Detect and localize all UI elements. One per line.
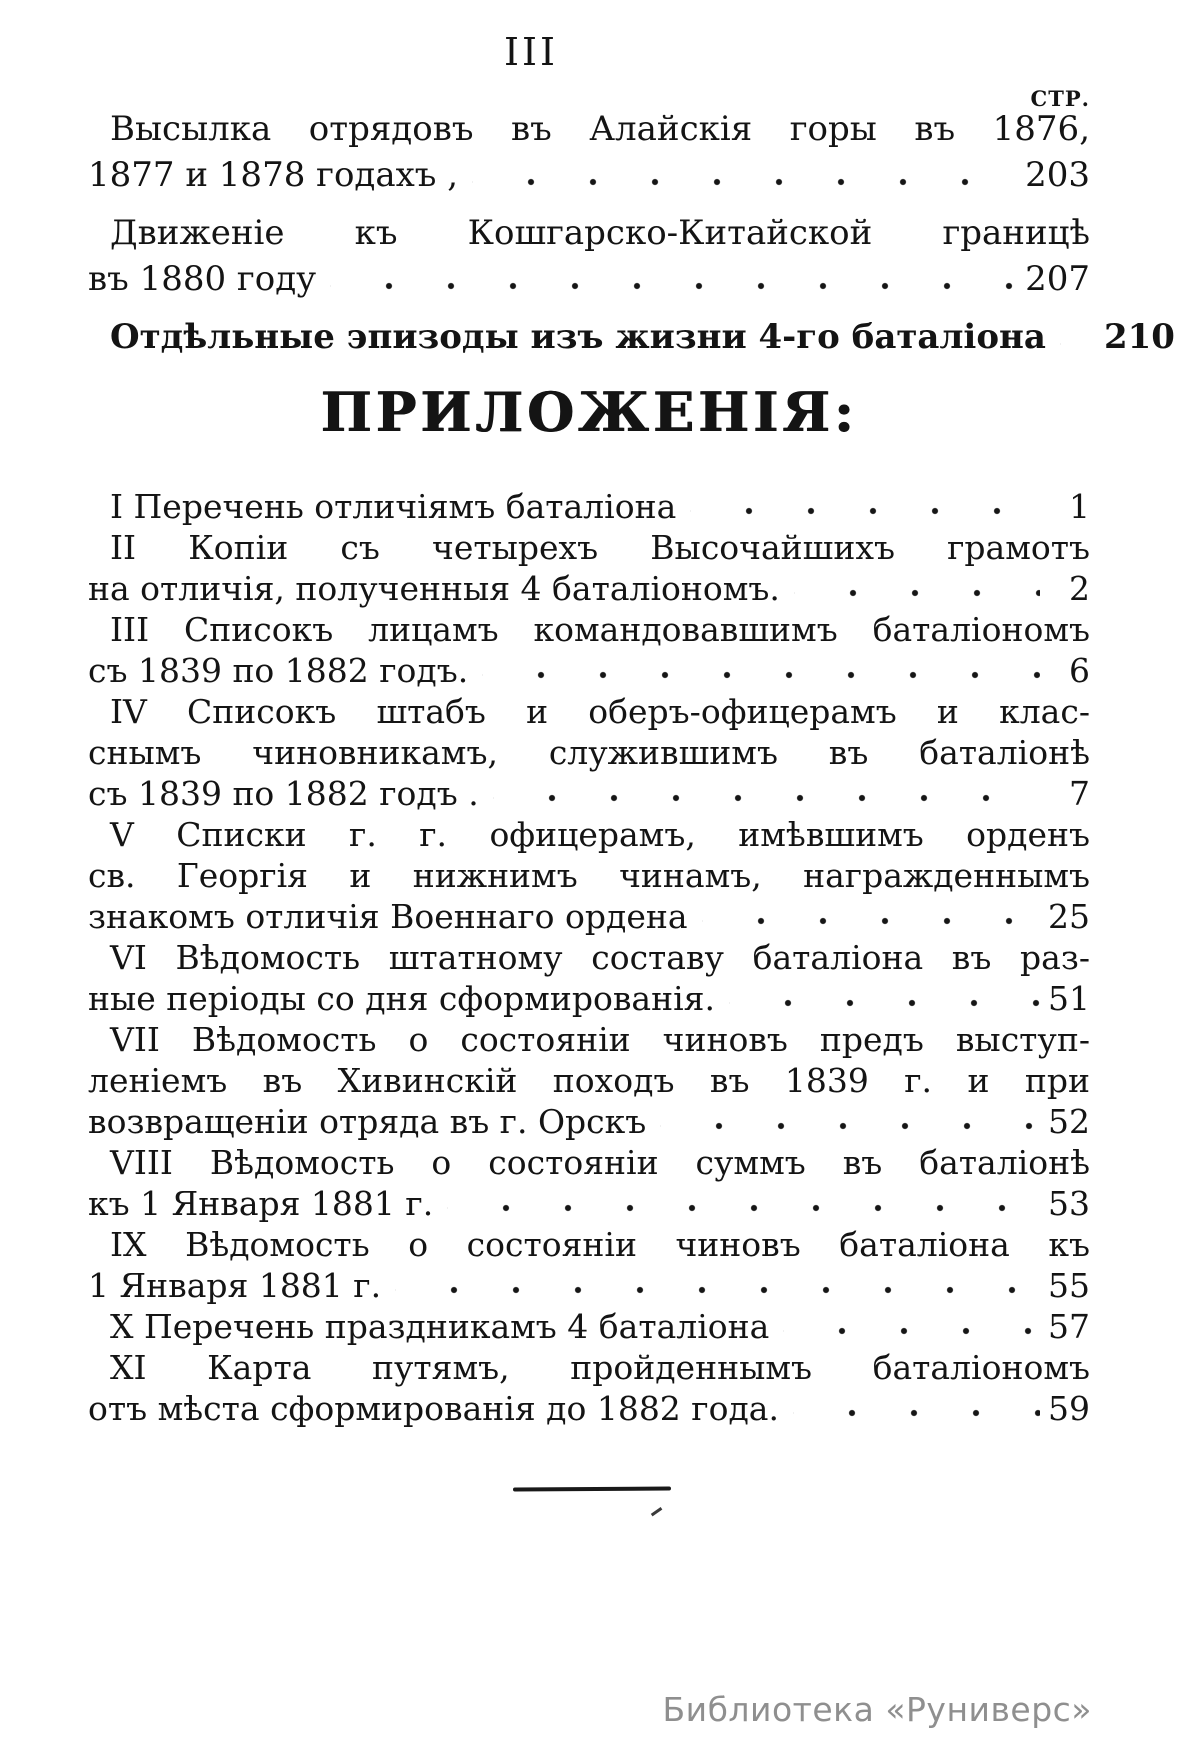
toc-entry-last-line: [88, 1388, 1090, 1429]
toc-entry-last-line: [88, 1101, 1090, 1142]
dot-leader: [690, 486, 1040, 527]
page-column-header: СТР.: [1030, 86, 1090, 111]
toc-entry-last-line: [88, 978, 1090, 1019]
toc-entry: [88, 1019, 1090, 1142]
page-number: 51: [1048, 979, 1090, 1018]
dot-leader: [482, 650, 1040, 691]
toc-entry-text: на отличія, полученныя 4 баталіономъ.: [88, 569, 780, 608]
page-number: 1: [1069, 487, 1090, 526]
toc-entry-text: съ 1839 по 1882 годъ.: [88, 651, 469, 690]
page-number: 7: [1069, 774, 1090, 813]
toc-entry-line: Движеніе къ Кошгарско-Китайской границѣ: [110, 213, 1090, 253]
toc-entry-last-line: [88, 568, 1090, 609]
toc-entry-line: леніемъ въ Хивинскій походъ въ 1839 г. и при: [88, 1061, 1090, 1100]
toc-entry-line: св. Георгія и нижнимъ чинамъ, награжденнымъ: [88, 856, 1090, 895]
toc-entry: [88, 691, 1090, 814]
toc-entry: [88, 314, 1175, 360]
toc-entry-line: VIII Вѣдомость о состояніи суммъ въ баталіонѣ: [110, 1143, 1090, 1182]
dot-leader: [447, 1183, 1040, 1224]
appendix-entries: [88, 486, 1090, 1429]
library-watermark: Библиотека «Руниверс»: [662, 1690, 1092, 1729]
toc-entry-text: съ 1839 по 1882 годъ .: [88, 774, 479, 813]
page-number: 57: [1048, 1307, 1090, 1346]
toc-entry: [88, 1224, 1090, 1306]
toc-entry-text: возвращеніи отряда въ г. Орскъ: [88, 1102, 647, 1141]
dot-leader: [1060, 314, 1100, 360]
page-number: 2: [1069, 569, 1090, 608]
toc-entry: [88, 527, 1090, 609]
toc-entry: [88, 1306, 1090, 1347]
toc-entry-line: IV Списокъ штабъ и оберъ-офицерамъ и клас-: [110, 692, 1090, 731]
page-number: 203: [1025, 155, 1090, 195]
toc-entry-text: X Перечень праздникамъ 4 баталіона: [110, 1307, 770, 1346]
toc-entry-text: I Перечень отличіямъ баталіона: [110, 487, 677, 526]
toc-entry: [88, 486, 1090, 527]
toc-entry: [88, 814, 1090, 937]
toc-entry-text: 1877 и 1878 годахъ ,: [88, 155, 459, 195]
dot-leader: [794, 568, 1040, 609]
dot-leader: [395, 1265, 1040, 1306]
scan-artifact-mark: [646, 1500, 663, 1517]
toc-entry-text: знакомъ отличія Военнаго ордена: [88, 897, 688, 936]
dot-leader: [783, 1306, 1040, 1347]
page-content: [88, 106, 1175, 1429]
toc-entry-line: II Копіи съ четырехъ Высочайшихъ грамотъ: [110, 528, 1090, 567]
toc-entry-last-line: [88, 773, 1090, 814]
page-number: 210: [1103, 317, 1175, 357]
page-number: 53: [1048, 1184, 1090, 1223]
toc-entry-text: къ 1 Января 1881 г.: [88, 1184, 434, 1223]
toc-entry-line: XI Карта путямъ, пройденнымъ баталіономъ: [110, 1348, 1090, 1387]
page-number: 52: [1048, 1102, 1090, 1141]
page-number: 55: [1048, 1266, 1090, 1305]
toc-main-entries: [88, 106, 1175, 360]
toc-entry-text: Отдѣльные эпизоды изъ жизни 4-го баталіона: [110, 317, 1046, 357]
toc-entry-last-line: [88, 650, 1090, 691]
toc-entry: [88, 210, 1090, 302]
toc-entry: [88, 937, 1090, 1019]
toc-entry: [88, 609, 1090, 691]
toc-entry-last-line: [88, 152, 1090, 198]
toc-entry-line: Высылка отрядовъ въ Алайскія горы въ 1876,: [110, 109, 1090, 149]
dot-leader: [493, 773, 1040, 814]
dot-leader: [793, 1388, 1040, 1429]
toc-entry-last-line: [88, 1306, 1090, 1347]
page-number: 207: [1025, 259, 1090, 299]
toc-entry: [88, 1142, 1090, 1224]
dot-leader: [660, 1101, 1040, 1142]
toc-entry: [88, 106, 1090, 198]
toc-entry-text: отъ мѣста сформированія до 1882 года.: [88, 1389, 779, 1428]
toc-entry-text: ные періоды со дня сформированія.: [88, 979, 715, 1018]
dot-leader: [702, 896, 1040, 937]
dot-leader: [330, 256, 1021, 302]
toc-entry-last-line: [88, 256, 1090, 302]
toc-entry-line: VII Вѣдомость о состояніи чиновъ предъ выступ-: [110, 1020, 1090, 1059]
toc-entry-line: V Списки г. г. офицерамъ, имѣвшимъ орденъ: [110, 815, 1090, 854]
page-number: 25: [1048, 897, 1090, 936]
dot-leader: [472, 152, 1021, 198]
toc-entry-last-line: [88, 314, 1175, 360]
toc-entry-last-line: [88, 1183, 1090, 1224]
toc-entry: [88, 1347, 1090, 1429]
toc-entry-line: снымъ чиновникамъ, служившимъ въ баталіонѣ: [88, 733, 1090, 772]
toc-entry-last-line: [88, 486, 1090, 527]
page-folio-number: III: [503, 30, 559, 74]
toc-entry-last-line: [88, 1265, 1090, 1306]
toc-entry-line: VI Вѣдомость штатному составу баталіона въ раз-: [110, 938, 1090, 977]
toc-entry-text: 1 Января 1881 г.: [88, 1266, 382, 1305]
dot-leader: [729, 978, 1040, 1019]
page-number: 6: [1069, 651, 1090, 690]
section-divider-rule: [513, 1486, 671, 1491]
toc-entry-line: III Списокъ лицамъ командовавшимъ баталіономъ: [110, 610, 1090, 649]
toc-entry-text: въ 1880 году: [88, 259, 317, 299]
page-number: 59: [1048, 1389, 1090, 1428]
appendix-heading: ПРИЛОЖЕНІЯ:: [320, 380, 858, 444]
toc-entry-line: IX Вѣдомость о состояніи чиновъ баталіона къ: [110, 1225, 1090, 1264]
toc-entry-last-line: [88, 896, 1090, 937]
